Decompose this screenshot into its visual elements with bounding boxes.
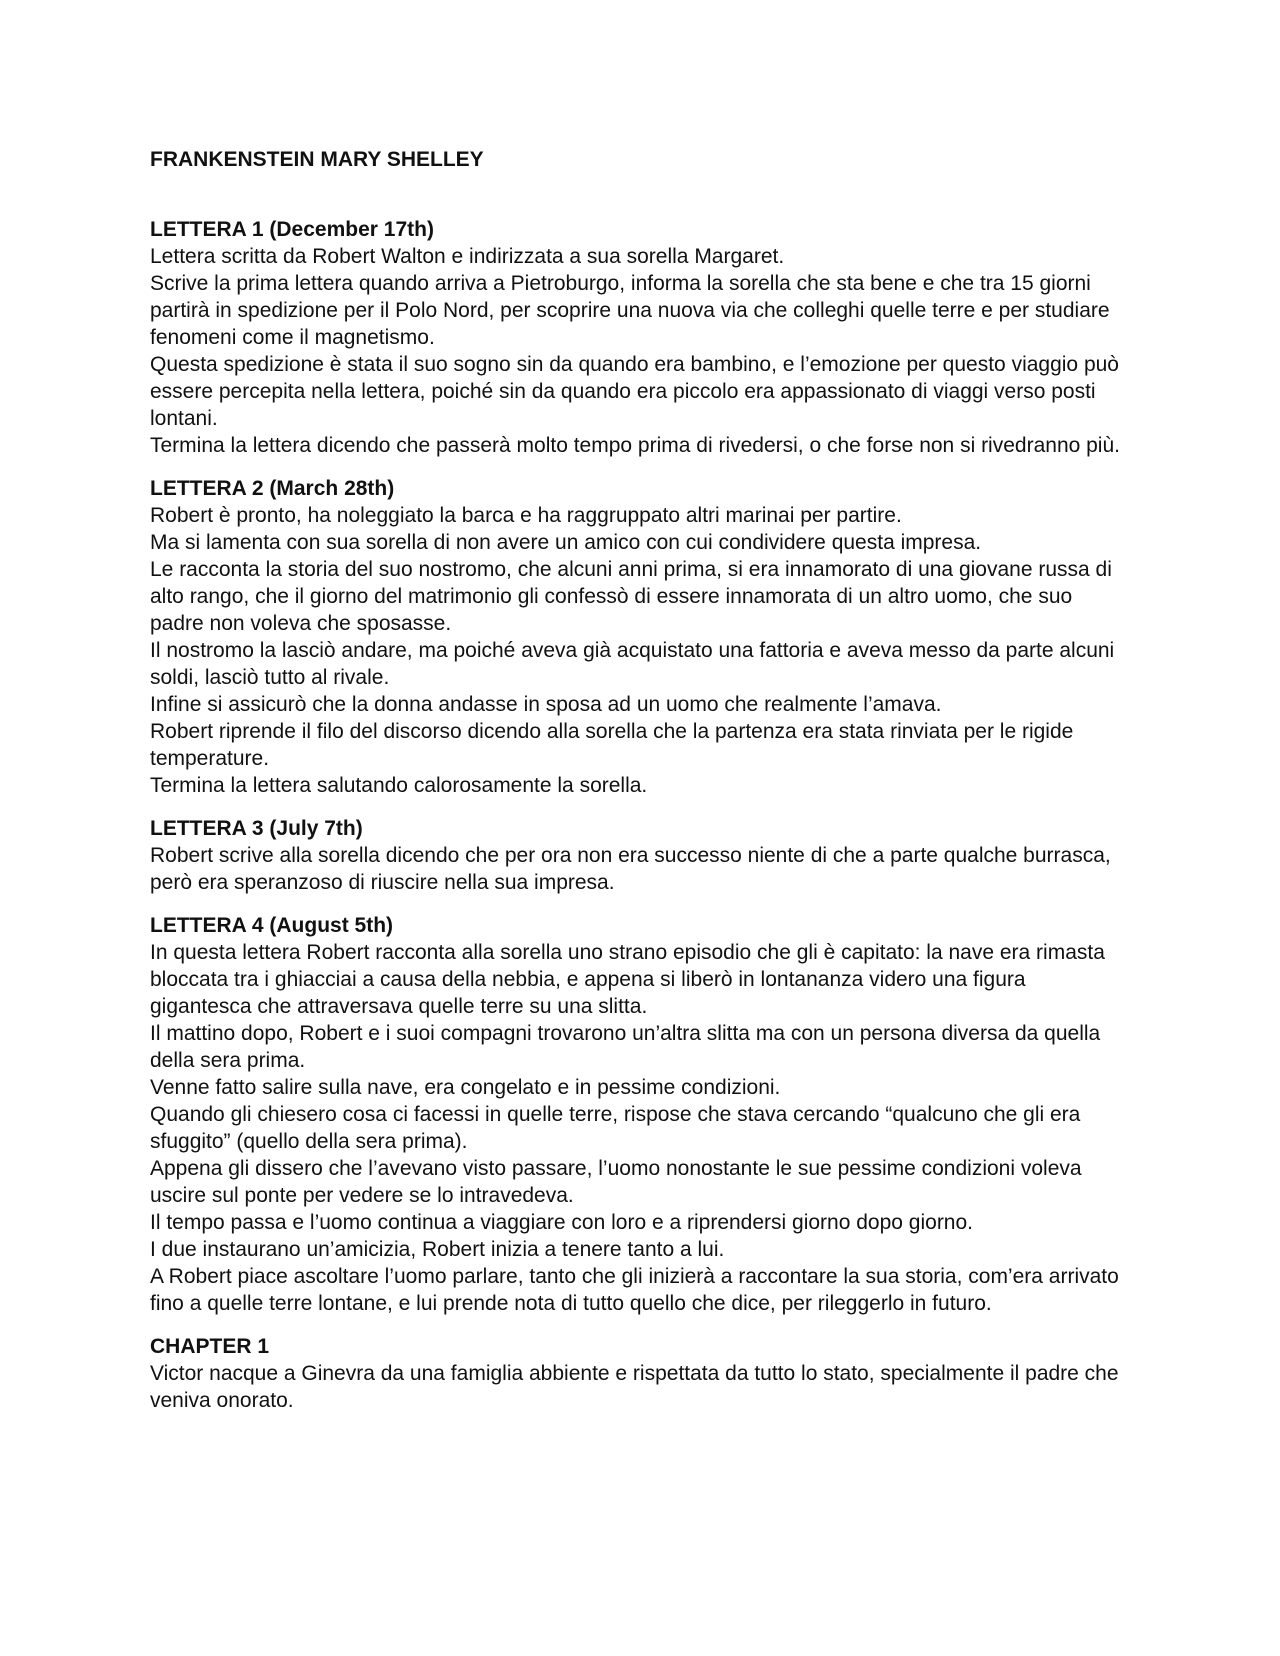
section-lettera-4 [150,912,1130,1317]
paragraph: Robert riprende il filo del discorso dicendo alla sorella che la partenza era stata rinviata per le rigide temperature. [150,720,1074,770]
paragraph: Le racconta la storia del suo nostromo, che alcuni anni prima, si era innamorato di una giovane russa di alto rango, che il giorno del matrimonio gli confessò di essere innamorata di un altro uomo, che suo padre non voleva che sposasse. [150,558,1112,635]
document-page [150,146,1130,1430]
paragraph: Termina la lettera salutando calorosamente la sorella. [150,774,648,797]
paragraph: I due instaurano un’amicizia, Robert inizia a tenere tanto a lui. [150,1238,725,1261]
paragraph: Infine si assicurò che la donna andasse in sposa ad un uomo che realmente l’amava. [150,693,942,716]
section-heading: LETTERA 2 (March 28th) [150,477,395,500]
section-lettera-3 [150,815,1130,896]
paragraph: Questa spedizione è stata il suo sogno sin da quando era bambino, e l’emozione per questo viaggio può essere percepita nella lettera, poiché sin da quando era piccolo era appassionato di viaggi verso posti lontani. [150,353,1119,430]
paragraph: Scrive la prima lettera quando arriva a Pietroburgo, informa la sorella che sta bene e che tra 15 giorni partirà in spedizione per il Polo Nord, per scoprire una nuova via che colleghi quelle terre e per studiare fenomeni come il magnetismo. [150,272,1110,349]
section-lettera-2 [150,475,1130,799]
section-heading: CHAPTER 1 [150,1335,270,1358]
section-heading: LETTERA 4 (August 5th) [150,914,394,937]
section-chapter-1 [150,1333,1130,1414]
paragraph: Venne fatto salire sulla nave, era congelato e in pessime condizioni. [150,1076,781,1099]
paragraph: Robert è pronto, ha noleggiato la barca e ha raggruppato altri marinai per partire. [150,504,902,527]
paragraph: Quando gli chiesero cosa ci facessi in quelle terre, rispose che stava cercando “qualcuno che gli era sfuggito” (quello della sera prima). [150,1103,1081,1153]
paragraph: Lettera scritta da Robert Walton e indirizzata a sua sorella Margaret. [150,245,785,268]
paragraph: Victor nacque a Ginevra da una famiglia abbiente e rispettata da tutto lo stato, specialmente il padre che veniva onorato. [150,1362,1119,1412]
section-heading: LETTERA 1 (December 17th) [150,218,434,241]
section-heading: LETTERA 3 (July 7th) [150,817,363,840]
paragraph: Ma si lamenta con sua sorella di non avere un amico con cui condividere questa impresa. [150,531,982,554]
paragraph: A Robert piace ascoltare l’uomo parlare, tanto che gli inizierà a raccontare la sua storia, com’era arrivato fino a quelle terre lontane, e lui prende nota di tutto quello che dice, per rileggerlo in futuro. [150,1265,1119,1315]
section-lettera-1 [150,216,1130,459]
document-title: FRANKENSTEIN MARY SHELLEY [150,148,484,171]
paragraph: Il tempo passa e l’uomo continua a viaggiare con loro e a riprendersi giorno dopo giorno. [150,1211,973,1234]
paragraph: Termina la lettera dicendo che passerà molto tempo prima di rivedersi, o che forse non si rivedranno più. [150,434,1120,457]
paragraph: Appena gli dissero che l’avevano visto passare, l’uomo nonostante le sue pessime condizioni voleva uscire sul ponte per vedere se lo intravedeva. [150,1157,1082,1207]
paragraph: Robert scrive alla sorella dicendo che per ora non era successo niente di che a parte qualche burrasca, però era speranzoso di riuscire nella sua impresa. [150,844,1111,894]
paragraph: In questa lettera Robert racconta alla sorella uno strano episodio che gli è capitato: la nave era rimasta bloccata tra i ghiacciai a causa della nebbia, e appena si liberò in lontananza videro una figura gigantesca che attraversava quelle terre su una slitta. [150,941,1105,1018]
paragraph: Il nostromo la lasciò andare, ma poiché aveva già acquistato una fattoria e aveva messo da parte alcuni soldi, lasciò tutto al rivale. [150,639,1115,689]
paragraph: Il mattino dopo, Robert e i suoi compagni trovarono un’altra slitta ma con un persona diversa da quella della sera prima. [150,1022,1101,1072]
